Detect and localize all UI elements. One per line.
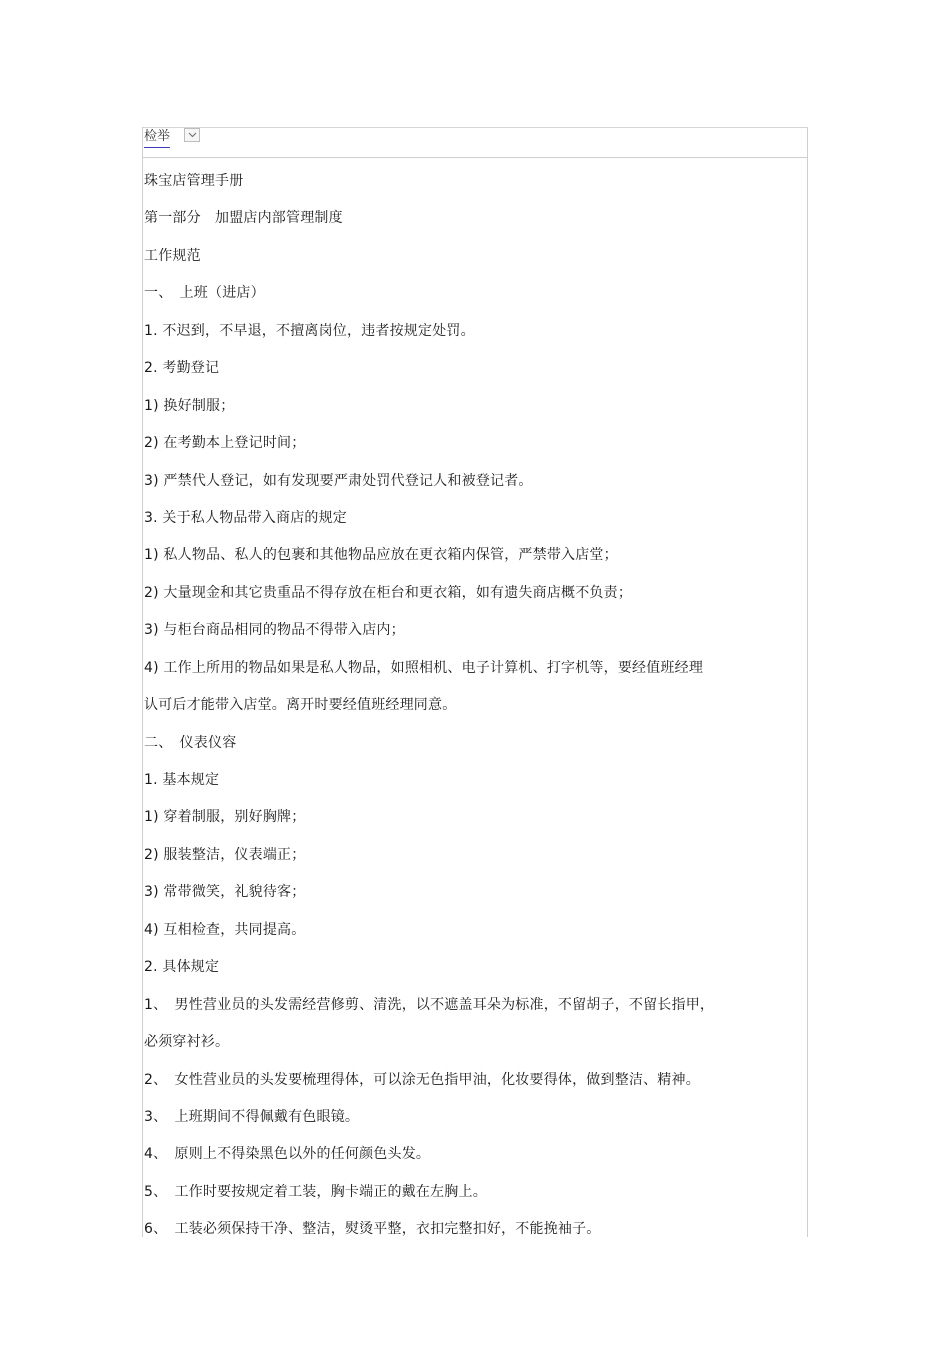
- text-line: 2、 女性营业员的头发要梳理得体，可以涂无色指甲油，化妆要得体，做到整洁、精神。: [144, 1071, 700, 1088]
- document-toolbar: [143, 127, 807, 158]
- text-line: 3、 上班期间不得佩戴有色眼镜。: [144, 1108, 360, 1125]
- text-line: 2) 大量现金和其它贵重品不得存放在柜台和更衣箱，如有遗失商店概不负责；: [144, 584, 633, 601]
- text-line: 认可后才能带入店堂。离开时要经值班经理同意。: [144, 697, 457, 714]
- text-line: 3) 常带微笑，礼貌待客；: [144, 884, 306, 901]
- report-link[interactable]: 检举: [144, 128, 170, 148]
- text-line: 2) 在考勤本上登记时间；: [144, 435, 306, 452]
- text-line: 1) 换好制服；: [144, 397, 235, 414]
- document-frame: [142, 127, 808, 1237]
- chevron-down-icon: [188, 132, 197, 138]
- text-line: 1、 男性营业员的头发需经营修剪、清洗，以不遮盖耳朵为标准，不留胡子，不留长指甲，: [144, 996, 715, 1013]
- text-line: 1. 不迟到，不早退，不擅离岗位，违者按规定处罚。: [144, 322, 475, 339]
- text-line: 2. 考勤登记: [144, 360, 220, 377]
- text-line: 1) 穿着制服，别好胸牌；: [144, 809, 306, 826]
- text-line: 4) 互相检查，共同提高。: [144, 921, 306, 938]
- chapter-heading: 二、 仪表仪容: [144, 734, 237, 751]
- text-line: 3. 关于私人物品带入商店的规定: [144, 509, 348, 526]
- text-line: 必须穿衬衫。: [144, 1034, 230, 1051]
- text-line: 3) 与柜台商品相同的物品不得带入店内；: [144, 622, 405, 639]
- text-line: 2. 具体规定: [144, 959, 220, 976]
- text-line: 1. 基本规定: [144, 772, 220, 788]
- text-line: 5、 工作时要按规定着工装，胸卡端正的戴在左胸上。: [144, 1183, 487, 1200]
- section-heading: 工作规范: [144, 247, 201, 264]
- doc-title: 珠宝店管理手册: [144, 173, 244, 189]
- text-line: 1) 私人物品、私人的包裹和其他物品应放在更衣箱内保管，严禁带入店堂；: [144, 547, 618, 564]
- text-line: 4) 工作上所用的物品如果是私人物品，如照相机、电子计算机、打字机等，要经值班经理: [144, 659, 704, 676]
- dropdown-button[interactable]: [184, 128, 200, 142]
- text-line: 6、 工装必须保持干净、整洁，熨烫平整，衣扣完整扣好，不能挽袖子。: [144, 1221, 601, 1238]
- part-heading: 第一部分 加盟店内部管理制度: [144, 210, 343, 227]
- text-line: 3) 严禁代人登记，如有发现要严肃处罚代登记人和被登记者。: [144, 472, 533, 489]
- text-line: 2) 服装整洁，仪表端正；: [144, 846, 306, 863]
- text-line: 4、 原则上不得染黑色以外的任何颜色头发。: [144, 1146, 431, 1163]
- chapter-heading: 一、 上班（进店）: [144, 285, 265, 302]
- document-body: [144, 163, 744, 1249]
